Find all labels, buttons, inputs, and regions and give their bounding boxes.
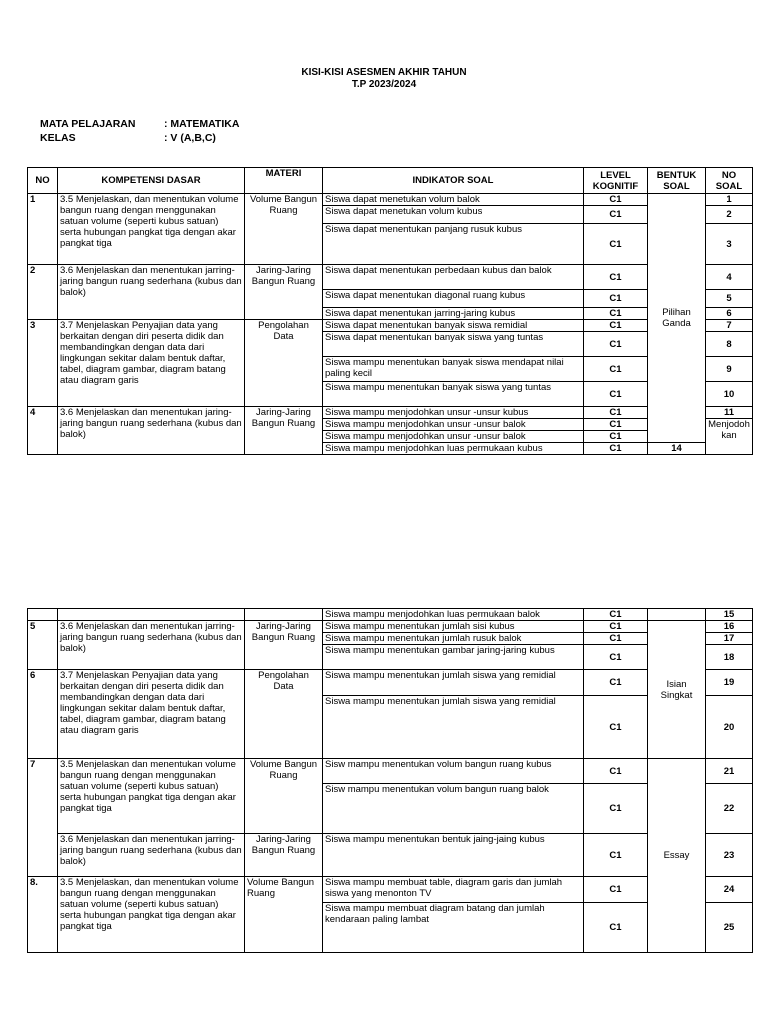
row-nosoal: 16 xyxy=(706,621,753,633)
row-nosoal: 7 xyxy=(706,320,753,332)
table-row xyxy=(28,670,753,696)
row-indikator: Siswa mampu menentukan jumlah siswa yang remidial xyxy=(323,696,584,759)
group-no: 5 xyxy=(28,621,58,670)
row-nosoal: 4 xyxy=(706,265,753,290)
table-row xyxy=(28,759,753,784)
group-materi: Pengolahan Data xyxy=(245,320,323,407)
header-no: NO xyxy=(28,168,58,194)
row-indikator: Siswa mampu menentukan banyak siswa mendapat nilai paling kecil xyxy=(323,357,584,382)
row-level: C1 xyxy=(584,290,648,308)
group-no: 6 xyxy=(28,670,58,759)
row-level: C1 xyxy=(584,696,648,759)
header-nosoal: NO SOAL xyxy=(706,168,753,194)
row-nosoal: 22 xyxy=(706,784,753,834)
row-indikator: Sisw mampu menentukan volum bangun ruang balok xyxy=(323,784,584,834)
group-no: 4 xyxy=(28,407,58,455)
group-kd: 3.6 Menjelaskan dan menentukan jarring-jaring bangun ruang sederhana (kubus dan balok) xyxy=(58,621,245,670)
row-level: C1 xyxy=(584,419,648,431)
row-indikator: Siswa mampu menjodohkan unsur -unsur balok xyxy=(323,431,584,443)
row-level: C1 xyxy=(584,431,648,443)
group-materi: Jaring-Jaring Bangun Ruang xyxy=(245,407,323,455)
group-materi: Jaring-Jaring Bangun Ruang xyxy=(245,265,323,320)
row-indikator: Siswa dapat menentukan perbedaan kubus dan balok xyxy=(323,265,584,290)
table-row xyxy=(28,194,753,206)
row-indikator: Siswa mampu membuat diagram batang dan jumlah kendaraan paling lambat xyxy=(323,903,584,953)
row-indikator: Siswa dapat menentukan jarring-jaring kubus xyxy=(323,308,584,320)
row-nosoal: 15 xyxy=(706,609,753,621)
row-level: C1 xyxy=(584,382,648,407)
table-row xyxy=(28,621,753,633)
row-level: C1 xyxy=(584,357,648,382)
row-nosoal: 11 xyxy=(706,407,753,419)
group-materi xyxy=(245,609,323,621)
row-level: C1 xyxy=(584,265,648,290)
bentuk-pg: Pilihan Ganda xyxy=(648,194,706,443)
meta-class xyxy=(40,132,216,144)
table-row xyxy=(28,265,753,290)
row-level: C1 xyxy=(584,206,648,224)
row-indikator: Siswa mampu menentukan jumlah rusuk balok xyxy=(323,633,584,645)
group-no: 8. xyxy=(28,877,58,953)
row-nosoal: 6 xyxy=(706,308,753,320)
table-row xyxy=(28,834,753,877)
header-level: LEVEL KOGNITIF xyxy=(584,168,648,194)
group-materi: Pengolahan Data xyxy=(245,670,323,759)
row-indikator: Sisw mampu menentukan volum bangun ruang kubus xyxy=(323,759,584,784)
group-kd: 3.5 Menjelaskan, dan menentukan volume bangun ruang dengan menggunakan satuan volume (seperti kubus satuan) serta hubungan pangkat tiga dengan akar pangkat tiga xyxy=(58,194,245,265)
row-indikator: Siswa dapat menentukan panjang rusuk kubus xyxy=(323,224,584,265)
row-nosoal: 20 xyxy=(706,696,753,759)
row-nosoal: 14 xyxy=(648,443,706,455)
row-indikator: Siswa dapat menentukan banyak siswa remidial xyxy=(323,320,584,332)
group-kd: 3.7 Menjelaskan Penyajian data yang berkaitan dengan diri peserta didik dan membandingkan dengan data dari lingkungan sekitar dalam bentuk daftar, tabel, diagram gambar, diagram batang atau diagram garis xyxy=(58,670,245,759)
doc-title: KISI-KISI ASESMEN AKHIR TAHUN xyxy=(301,67,467,78)
row-nosoal: 8 xyxy=(706,332,753,357)
row-indikator: Siswa mampu membuat table, diagram garis dan jumlah siswa yang menonton TV xyxy=(323,877,584,903)
group-no: 2 xyxy=(28,265,58,320)
row-level: C1 xyxy=(584,633,648,645)
header-indikator: INDIKATOR SOAL xyxy=(323,168,584,194)
group-kd xyxy=(58,609,245,621)
row-level: C1 xyxy=(584,784,648,834)
meta-subject xyxy=(40,118,239,130)
row-indikator: Siswa mampu menentukan banyak siswa yang tuntas xyxy=(323,382,584,407)
bentuk-essay: Essay xyxy=(648,759,706,953)
row-level: C1 xyxy=(584,308,648,320)
row-indikator: Siswa dapat menetukan volum kubus xyxy=(323,206,584,224)
group-kd: 3.6 Menjelaskan dan menentukan jarring-jaring bangun ruang sederhana (kubus dan balok) xyxy=(58,834,245,877)
row-nosoal: 17 xyxy=(706,633,753,645)
group-materi: Jaring-Jaring Bangun Ruang xyxy=(245,834,323,877)
row-nosoal: 19 xyxy=(706,670,753,696)
header-materi: MATERI xyxy=(245,168,323,194)
row-indikator: Siswa dapat menentukan diagonal ruang kubus xyxy=(323,290,584,308)
row-level: C1 xyxy=(584,903,648,953)
row-indikator: Siswa mampu menjodohkan unsur -unsur kubus xyxy=(323,407,584,419)
row-indikator: Siswa mampu menjodohkan luas permukaan balok xyxy=(323,609,584,621)
row-level: C1 xyxy=(584,443,648,455)
row-nosoal: 21 xyxy=(706,759,753,784)
row-level: C1 xyxy=(584,759,648,784)
row-nosoal: 24 xyxy=(706,877,753,903)
row-nosoal: 25 xyxy=(706,903,753,953)
group-materi: Jaring-Jaring Bangun Ruang xyxy=(245,621,323,670)
row-nosoal: 5 xyxy=(706,290,753,308)
row-bentuk xyxy=(648,609,706,621)
row-level: C1 xyxy=(584,645,648,670)
subject-label: MATA PELAJARAN xyxy=(40,118,136,130)
group-no: 7 xyxy=(28,759,58,877)
row-level: C1 xyxy=(584,407,648,419)
row-level: C1 xyxy=(584,621,648,633)
row-level: C1 xyxy=(584,224,648,265)
row-level: C1 xyxy=(584,320,648,332)
kisi-table-2 xyxy=(27,608,753,953)
group-kd: 3.7 Menjelaskan Penyajian data yang berkaitan dengan diri peserta didik dan membandingkan dengan data dari lingkungan sekitar dalam bentuk daftar, tabel, diagram gambar, diagram batang atau diagram garis xyxy=(58,320,245,407)
header-bentuk: BENTUK SOAL xyxy=(648,168,706,194)
group-kd: 3.6 Menjelaskan dan menentukan jarring-jaring bangun ruang sederhana (kubus dan balok) xyxy=(58,265,245,320)
row-level: C1 xyxy=(584,609,648,621)
kisi-table-1 xyxy=(27,167,753,455)
row-nosoal: 23 xyxy=(706,834,753,877)
row-nosoal: 2 xyxy=(706,206,753,224)
row-indikator: Siswa mampu menentukan jumlah siswa yang remidial xyxy=(323,670,584,696)
table-row xyxy=(28,877,753,903)
row-level: C1 xyxy=(584,194,648,206)
group-no xyxy=(28,609,58,621)
group-materi: Volume Bangun Ruang xyxy=(245,877,323,953)
group-materi: Volume Bangun Ruang xyxy=(245,194,323,265)
row-nosoal: 9 xyxy=(706,357,753,382)
row-level: C1 xyxy=(584,834,648,877)
row-level: C1 xyxy=(584,877,648,903)
header-kompetensi: KOMPETENSI DASAR xyxy=(58,168,245,194)
row-indikator: Siswa dapat menentukan banyak siswa yang tuntas xyxy=(323,332,584,357)
subject-value: : MATEMATIKA xyxy=(164,118,240,130)
bentuk-menjodohkan: Menjodoh kan xyxy=(706,419,753,455)
class-label: KELAS xyxy=(40,132,76,144)
row-indikator: Siswa mampu menentukan bentuk jaing-jaing kubus xyxy=(323,834,584,877)
group-kd: 3.5 Menjelaskan, dan menentukan volume bangun ruang dengan menggunakan satuan volume (seperti kubus satuan) serta hubungan pangkat tiga dengan akar pangkat tiga xyxy=(58,877,245,953)
class-value: : V (A,B,C) xyxy=(164,132,216,144)
row-level: C1 xyxy=(584,332,648,357)
group-no: 1 xyxy=(28,194,58,265)
row-nosoal: 18 xyxy=(706,645,753,670)
row-indikator: Siswa dapat menetukan volum balok xyxy=(323,194,584,206)
row-nosoal: 3 xyxy=(706,224,753,265)
row-nosoal: 1 xyxy=(706,194,753,206)
table-row xyxy=(28,407,753,419)
doc-subtitle: T.P 2023/2024 xyxy=(351,79,417,90)
table-row xyxy=(28,609,753,621)
row-indikator: Siswa mampu menjodohkan unsur -unsur balok xyxy=(323,419,584,431)
table-row xyxy=(28,320,753,332)
row-indikator: Siswa mampu menjodohkan luas permukaan kubus xyxy=(323,443,584,455)
row-indikator: Siswa mampu menentukan jumlah sisi kubus xyxy=(323,621,584,633)
group-no: 3 xyxy=(28,320,58,407)
group-kd: 3.6 Menjelaskan dan menentukan jaring-jaring bangun ruang sederhana (kubus dan balok) xyxy=(58,407,245,455)
group-kd: 3.5 Menjelaskan dan menentukan volume bangun ruang dengan menggunakan satuan volume (seperti kubus satuan) serta hubungan pangkat tiga dengan akar pangkat tiga xyxy=(58,759,245,834)
row-level: C1 xyxy=(584,670,648,696)
row-indikator: Siswa mampu menentukan gambar jaring-jaring kubus xyxy=(323,645,584,670)
bentuk-isian: Isian Singkat xyxy=(648,621,706,759)
row-nosoal: 10 xyxy=(706,382,753,407)
table-header xyxy=(28,168,753,194)
group-materi: Volume Bangun Ruang xyxy=(245,759,323,834)
